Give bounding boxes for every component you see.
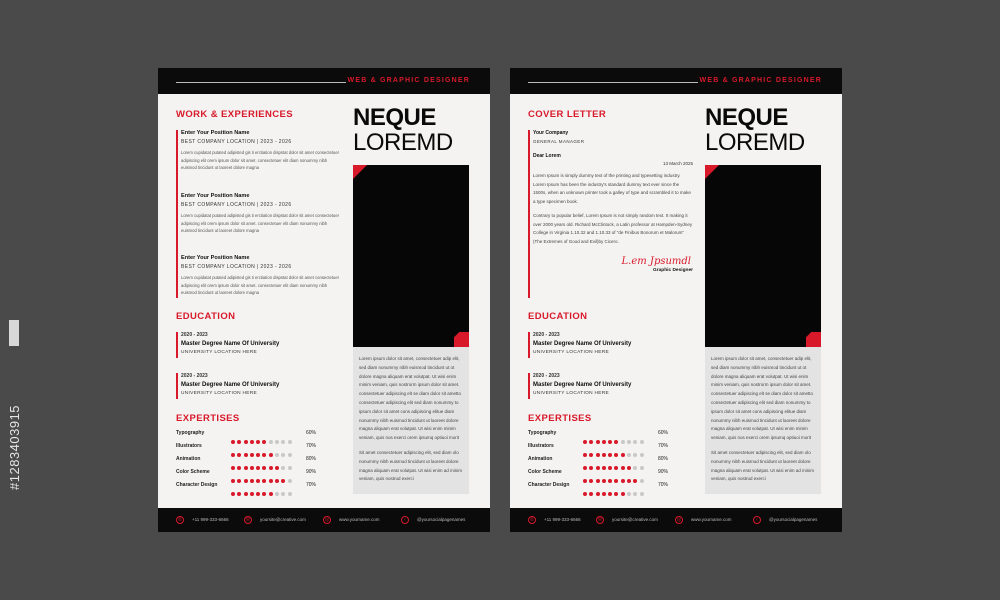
education-degree: Master Degree Name Of University (533, 341, 632, 347)
photo-corner-accent (454, 332, 469, 347)
social-text: @yoursocialpagenames (769, 517, 818, 522)
skill-dot (583, 492, 587, 496)
education-degree: Master Degree Name Of University (181, 382, 280, 388)
about-paragraph: Sit amet consectetuer adipiscing elit, sed diam olo nonummy nibh euismod tincidunt ut laoreet dolore magna aliquam erat volutpat. Ut wisi enim ad minim veniam, quis nostrud exerci (711, 449, 815, 482)
skill-name: Character Design (176, 482, 218, 488)
skill-percent: 80% (306, 456, 317, 462)
job-description: Lorem cupidatat putated adipisted gis ti erctiation dispstat dolor sit amet consectetuer adipiscing elit orem ipsum dolor sit amet. consectetuer elit diam nonummy nibh euismod tincidunt ut laoreet dolore magna (181, 275, 340, 295)
education-accent-line (176, 332, 178, 358)
photo-corner-accent (806, 332, 821, 347)
skill-row (528, 482, 688, 495)
education-degree: Master Degree Name Of University (533, 382, 632, 388)
work-heading: WORK & EXPERIENCES (176, 109, 293, 120)
cover-footer (510, 508, 842, 532)
skill-percent: 90% (658, 469, 669, 475)
salutation: Dear Lorem (533, 153, 561, 159)
skill-row (176, 443, 336, 456)
skill-dot (237, 492, 241, 496)
skill-percent: 60% (306, 430, 317, 436)
job-company: BEST COMPANY LOCATION | 2023 - 2026 (181, 139, 292, 145)
cover-letter-heading: COVER LETTER (528, 109, 607, 120)
skill-dot (596, 492, 600, 496)
web-text: www.yourname.com (691, 517, 732, 522)
education-entry (533, 373, 683, 396)
education-location: UNIVERSITY LOCATION HERE (533, 391, 610, 396)
skills-list (528, 430, 688, 495)
cover-accent-line (528, 130, 530, 298)
skills-list (176, 430, 336, 495)
email-icon: ✉ (597, 517, 603, 523)
resume-header-bar (158, 68, 490, 94)
phone-text: +11 999-333-6666 (544, 517, 581, 522)
name-line-1: NEQUE (705, 104, 788, 131)
education-entry (533, 332, 683, 355)
education-location: UNIVERSITY LOCATION HERE (533, 350, 610, 355)
skill-dot (621, 492, 625, 496)
resume-page (158, 68, 490, 532)
education-heading: EDUCATION (176, 311, 236, 322)
photo-placeholder (353, 165, 469, 347)
skill-dot (269, 492, 273, 496)
skill-row (176, 469, 336, 482)
about-box (353, 347, 469, 494)
education-location: UNIVERSITY LOCATION HERE (181, 350, 258, 355)
name-line-2: LOREMD (353, 129, 453, 156)
name-line-1: NEQUE (353, 104, 436, 131)
job-title: Enter Your Position Name (181, 193, 250, 199)
job-entry (181, 130, 341, 172)
job-description: Lorem cupidatat putated adipisted gis ti erctiation dispstat dolor sit amet consectetuer adipiscing elit orem ipsum dolor sit amet. consectetuer elit diam nonummy nibh euismod tincidunt ut laoreet dolore magna (181, 150, 340, 170)
skill-name: Illustrators (176, 443, 202, 449)
stock-watermark (6, 320, 20, 490)
skill-row (528, 430, 688, 443)
phone-icon: ✆ (529, 517, 535, 523)
letter-date: 13 March 2025 (662, 161, 693, 166)
about-box (705, 347, 821, 494)
adobe-stock-logo (9, 320, 19, 346)
email-text: yoursite@creative.com (260, 517, 306, 522)
skill-name: Animation (528, 456, 553, 462)
education-entry (181, 373, 331, 396)
job-company: BEST COMPANY LOCATION | 2023 - 2026 (181, 202, 292, 208)
skill-name: Color Scheme (528, 469, 562, 475)
email-text: yoursite@creative.com (612, 517, 658, 522)
photo-corner-accent (705, 165, 719, 179)
photo-corner-accent (353, 165, 367, 179)
share-icon: ‹ (401, 516, 409, 524)
photo-placeholder (705, 165, 821, 347)
globe-icon: ◎ (324, 517, 330, 523)
phone-text: +11 999-333-6666 (192, 517, 229, 522)
recipient-title: GENERAL MANAGER (533, 139, 585, 144)
skill-row (528, 469, 688, 482)
role-title: WEB & GRAPHIC DESIGNER (699, 77, 822, 84)
job-company: BEST COMPANY LOCATION | 2023 - 2026 (181, 264, 292, 270)
expertises-heading: EXPERTISES (528, 413, 592, 424)
about-paragraph: Sit amet consectetuer adipiscing elit, sed diam olo nonummy nibh euismod tincidunt ut laoreet dolore magna aliquam erat volutpat. Ut wisi enim ad minim veniam, quis nostrud exerci (359, 449, 463, 482)
job-description: Lorem cupidatat putated adipisted gis ti erctiation dispstat dolor sit amet consectetuer adipiscing elit orem ipsum dolor sit amet. consectetuer elit diam nonummy nibh euismod tincidunt ut laoreet dolore magna (181, 213, 340, 233)
stock-id-text: #1283403915 (7, 404, 22, 490)
skill-percent: 90% (306, 469, 317, 475)
job-title: Enter Your Position Name (181, 130, 250, 136)
recipient-company: Your Company (533, 130, 569, 136)
skill-name: Typography (176, 430, 205, 436)
letter-paragraph: Lorem Ipsum is simply dummy text of the printing and typesetting industry. Lorem Ipsum has been the industry's standard dummy text ever since the 1500s, when an unknown printer took a galley of type and scrambled it to make a type specimen book. (533, 173, 691, 204)
skill-row (176, 482, 336, 495)
skill-dot (275, 492, 279, 496)
cover-letter-body (533, 130, 693, 273)
skill-dot (608, 492, 612, 496)
resume-footer (158, 508, 490, 532)
skill-dot (244, 492, 248, 496)
name-line-2: LOREMD (705, 129, 805, 156)
email-icon: ✉ (245, 517, 251, 523)
skill-name: Illustrators (528, 443, 554, 449)
web-text: www.yourname.com (339, 517, 380, 522)
skill-dot (633, 492, 637, 496)
skill-row (176, 430, 336, 443)
about-paragraph: Lorem ipsum dolor sit amet, consectetuer adip elit, sed diam nonummy nibh euismod tincidunt ut ot dolore magna aliquam erat volutpat. Ut wisi enim minim veniam, quis nostrorm ipsum dolor sit amet. consectetuer adipiscing elt se diam dolor sit ametto consectetuer adipiscing elit sed diam nonummy to ipsum dolor sit amet cons adipiscing elitue diam nonummy nibh euismod tincidunt ut laoreet dolore magna aliquam erat volutpat. Ut wisi enim minim veniam, quis nos exerci orem ipsumq optiuoi morit (711, 356, 814, 441)
cover-letter-page (510, 68, 842, 532)
cover-header-bar (510, 68, 842, 94)
letter-paragraph: Contrary to popular belief, Lorem Ipsum is not simply random text. It making it over 2000 years old. Richard McClintock, a Latin professor at Hampden-Sydney College in Virginia 1.10.32 and 1.10.33 of "de Finibus Bonorum et Malorum" (The Extremes of Good and Evil)by Cicero. (533, 213, 693, 244)
education-entry (181, 332, 331, 355)
header-rule (176, 82, 346, 83)
skill-row (176, 456, 336, 469)
skill-percent: 70% (306, 443, 317, 449)
skill-dot (288, 492, 292, 496)
share-icon: ‹ (753, 516, 761, 524)
skill-percent: 60% (658, 430, 669, 436)
skill-dot (250, 492, 254, 496)
education-accent-line (528, 332, 530, 358)
skill-dot (256, 492, 260, 496)
skill-dot (281, 492, 285, 496)
phone-icon: ✆ (177, 517, 183, 523)
education-year: 2020 - 2023 (181, 373, 208, 379)
education-year: 2020 - 2023 (181, 332, 208, 338)
skill-rating-dots (231, 483, 294, 501)
skill-dot (640, 492, 644, 496)
signature: L.em Jpsumdl (621, 256, 691, 267)
education-degree: Master Degree Name Of University (181, 341, 280, 347)
skill-row (528, 456, 688, 469)
header-rule (528, 82, 698, 83)
skill-percent: 70% (658, 443, 669, 449)
education-year: 2020 - 2023 (533, 332, 560, 338)
education-year: 2020 - 2023 (533, 373, 560, 379)
candidate-name (705, 106, 805, 155)
about-paragraph: Lorem ipsum dolor sit amet, consectetuer adip elit, sed diam nonummy nibh euismod tincidunt ut ot dolore magna aliquam erat volutpat. Ut wisi enim minim veniam, quis nostrorm ipsum dolor sit amet. consectetuer adipiscing elt se diam dolor sit ametto consectetuer adipiscing elit sed diam nonummy to ipsum dolor sit amet cons adipiscing elitue diam nonummy nibh euismod tincidunt ut laoreet dolore magna aliquam erat volutpat. Ut wisi enim minim veniam, quis nos exerci orem ipsumq optiuoi morit (359, 356, 462, 441)
skill-dot (602, 492, 606, 496)
globe-icon: ◎ (676, 517, 682, 523)
skill-name: Character Design (528, 482, 570, 488)
skill-dot (231, 492, 235, 496)
skill-percent: 70% (658, 482, 669, 488)
education-location: UNIVERSITY LOCATION HERE (181, 391, 258, 396)
social-text: @yoursocialpagenames (417, 517, 466, 522)
skill-dot (614, 492, 618, 496)
skill-name: Typography (528, 430, 557, 436)
skill-name: Color Scheme (176, 469, 210, 475)
skill-percent: 70% (306, 482, 317, 488)
skill-name: Animation (176, 456, 201, 462)
job-entry (181, 255, 341, 297)
skill-rating-dots (583, 483, 646, 501)
skill-dot (262, 492, 266, 496)
education-heading: EDUCATION (528, 311, 588, 322)
education-accent-line (528, 373, 530, 399)
signature-title: Graphic Designer (653, 268, 693, 273)
skill-dot (589, 492, 593, 496)
expertises-heading: EXPERTISES (176, 413, 240, 424)
skill-percent: 80% (658, 456, 669, 462)
education-accent-line (176, 373, 178, 399)
role-title: WEB & GRAPHIC DESIGNER (347, 77, 470, 84)
candidate-name (353, 106, 453, 155)
skill-row (528, 443, 688, 456)
skill-dot (627, 492, 631, 496)
work-accent-line (176, 130, 178, 298)
job-title: Enter Your Position Name (181, 255, 250, 261)
job-entry (181, 193, 341, 235)
